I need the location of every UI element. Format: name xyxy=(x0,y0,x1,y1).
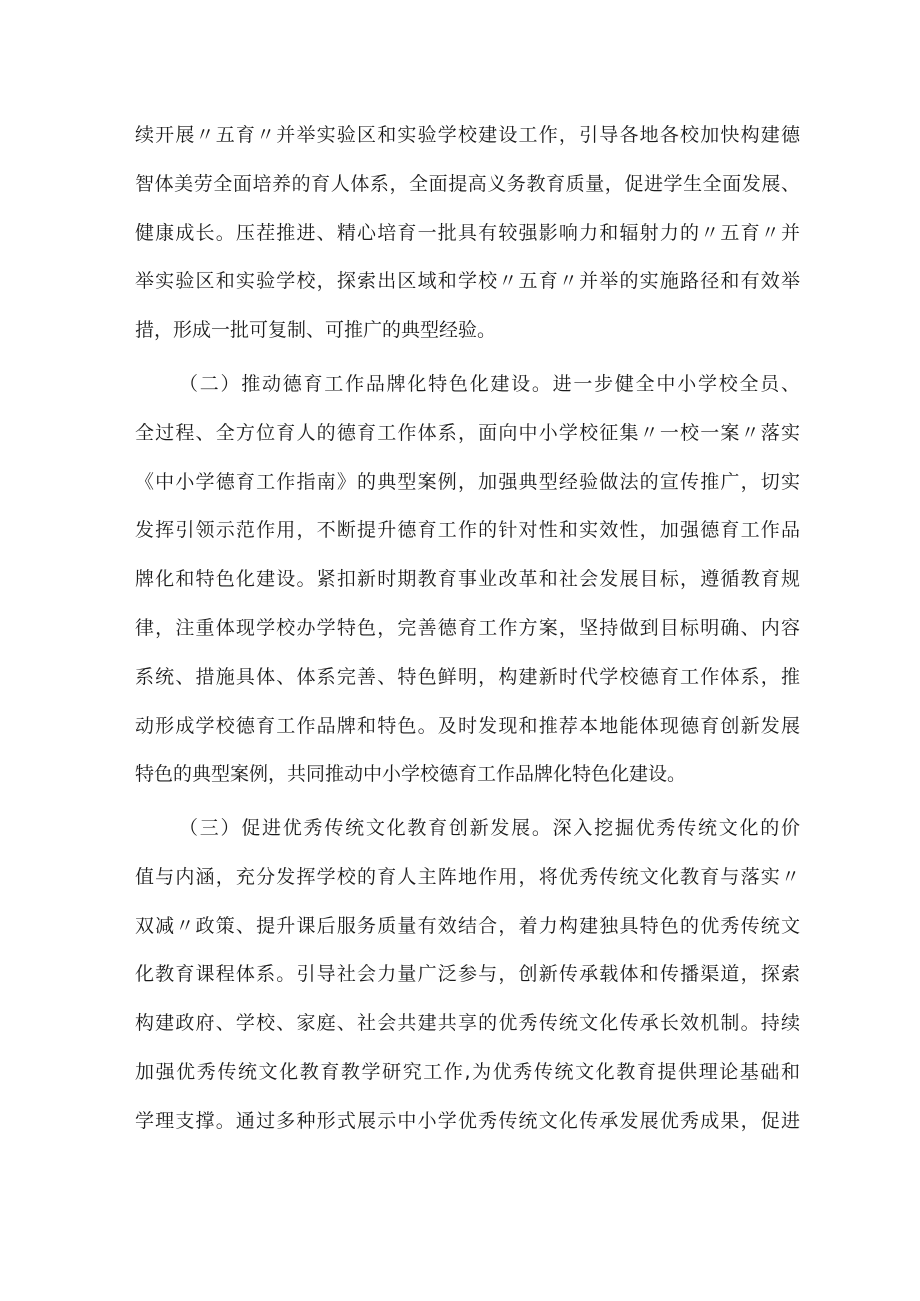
paragraph-line: 学理支撑。通过多种形式展示中小学优秀传统文化传承发展优秀成果，促进 xyxy=(135,1109,800,1132)
paragraph-line: 加强优秀传统文化教育教学研究工作,为优秀传统文化教育提供理论基础和 xyxy=(135,1060,800,1083)
paragraph-line: 《中小学德育工作指南》的典型案例，加强典型经验做法的宣传推广，切实 xyxy=(135,470,800,493)
paragraph-line: 值与内涵，充分发挥学校的育人主阵地作用，将优秀传统文化教育与落实〃 xyxy=(135,865,800,888)
paragraph-line: 律，注重体现学校办学特色，完善德育工作方案，坚持做到目标明确、内容 xyxy=(135,616,800,639)
paragraph-line: 构建政府、学校、家庭、社会共建共享的优秀传统文化传承长效机制。持续 xyxy=(135,1012,800,1035)
paragraph-line: 动形成学校德育工作品牌和特色。及时发现和推荐本地能体现德育创新发展 xyxy=(135,714,800,737)
paragraph-heading-line: （二）推动德育工作品牌化特色化建设。进一步健全中小学校全员、 xyxy=(179,373,800,395)
paragraph-traditional-culture xyxy=(135,804,800,1146)
paragraph-line: 措，形成一批可复制、可推广的典型经验。 xyxy=(135,319,497,342)
paragraph-line: 全过程、全方位育人的德育工作体系，面向中小学校征集〃一校一案〃落实 xyxy=(135,421,800,444)
paragraph-line: 举实验区和实验学校，探索出区域和学校〃五育〃并举的实施路径和有效举 xyxy=(135,270,800,293)
paragraph-line: 双减〃政策、提升课后服务质量有效结合，着力构建独具特色的优秀传统文 xyxy=(135,914,800,937)
paragraph-line: 发挥引领示范作用，不断提升德育工作的针对性和实效性，加强德育工作品 xyxy=(135,519,800,542)
paragraph-line: 续开展〃五育〃并举实验区和实验学校建设工作，引导各地各校加快构建德 xyxy=(135,124,800,146)
paragraph-line: 智体美劳全面培养的育人体系，全面提高义务教育质量，促进学生全面发展、 xyxy=(135,172,800,195)
paragraph-line: 系统、措施具体、体系完善、特色鲜明，构建新时代学校德育工作体系，推 xyxy=(135,665,800,688)
paragraph-line: 特色的典型案例，共同推动中小学校德育工作品牌化特色化建设。 xyxy=(135,763,687,786)
paragraph-moral-education-branding xyxy=(135,360,800,799)
paragraph-heading-line: （三）促进优秀传统文化教育创新发展。深入挖掘优秀传统文化的价 xyxy=(179,817,800,839)
paragraph-line: 牌化和特色化建设。紧扣新时期教育事业改革和社会发展目标，遵循教育规 xyxy=(135,568,800,591)
paragraph-line: 健康成长。压茬推进、精心培育一批具有较强影响力和辐射力的〃五育〃并 xyxy=(135,221,800,244)
paragraph-five-education xyxy=(135,111,800,355)
paragraph-line: 化教育课程体系。引导社会力量广泛参与，创新传承载体和传播渠道，探索 xyxy=(135,963,800,986)
